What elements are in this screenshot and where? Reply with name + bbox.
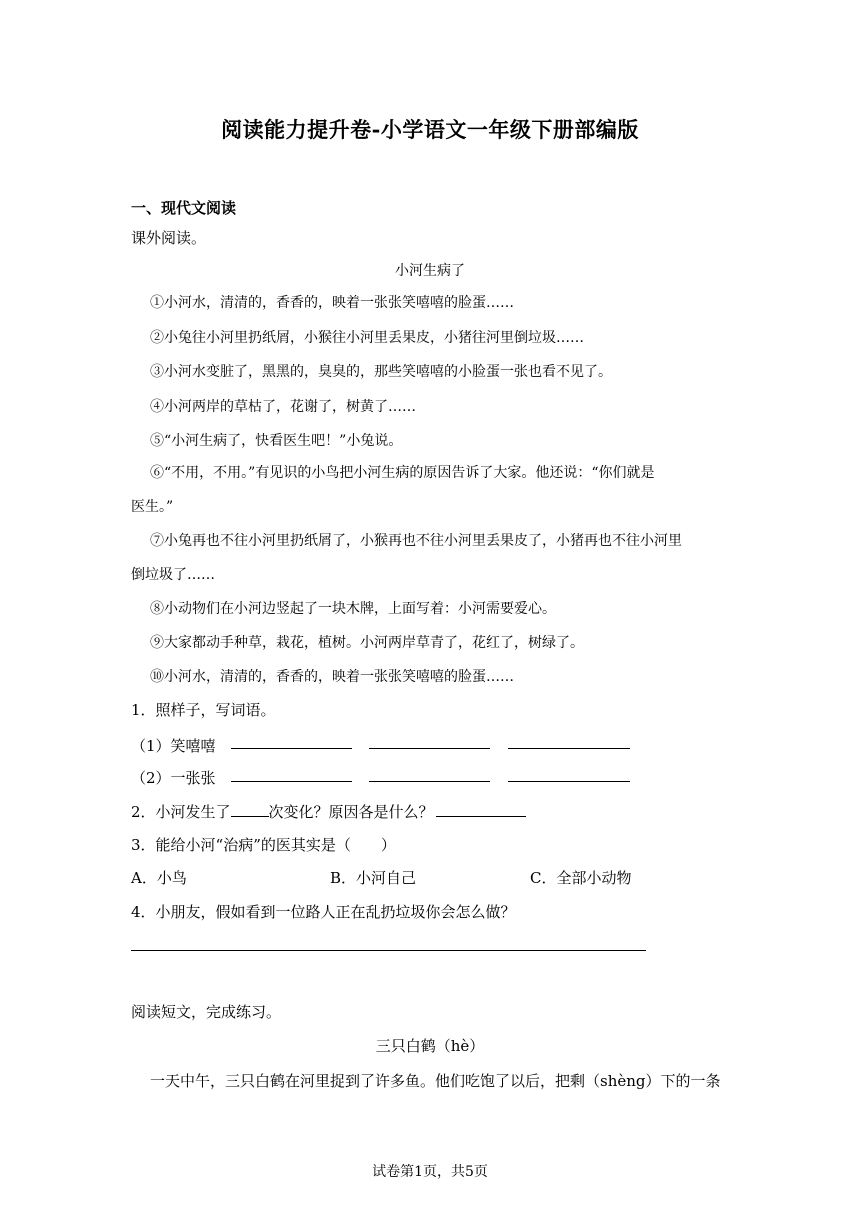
paragraph-6: ⑥“不用，不用。”有见识的小鸟把小河生病的原因告诉了大家。他还说：“你们就是 <box>150 465 655 481</box>
page-footer: 试卷第1页，共5页 <box>372 1164 488 1180</box>
question-2-part-b: 次变化？原因各是什么？ <box>268 803 434 821</box>
option-a[interactable]: A．小鸟 <box>131 869 187 887</box>
paragraph-7: ⑦小兔再也不往小河里扔纸屑了，小猴再也不往小河里丢果皮了，小猪再也不往小河里 <box>150 533 682 549</box>
paragraph-1: ①小河水，清清的，香香的，映着一张张笑嘻嘻的脸蛋…… <box>150 295 514 311</box>
question-1-1-label: （1）笑嘻嘻 <box>131 737 216 755</box>
answer-blank[interactable] <box>231 748 352 749</box>
instruction: 课外阅读。 <box>131 229 207 247</box>
paragraph-2-1: 一天中午，三只白鹤在河里捉到了许多鱼。他们吃饱了以后，把剩（shèng）下的一条 <box>150 1072 721 1090</box>
paragraph-4: ④小河两岸的草枯了，花谢了，树黄了…… <box>150 399 416 415</box>
section-heading: 一、现代文阅读 <box>131 199 237 217</box>
question-1-2-label: （2）一张张 <box>131 769 216 787</box>
question-4: 4．小朋友，假如看到一位路人正在乱扔垃圾你会怎么做？ <box>131 903 516 921</box>
option-c[interactable]: C．全部小动物 <box>530 869 632 887</box>
option-b[interactable]: B．小河自己 <box>330 869 417 887</box>
answer-blank[interactable] <box>508 748 630 749</box>
instruction-2: 阅读短文，完成练习。 <box>131 1003 282 1021</box>
paragraph-10: ⑩小河水，清清的，香香的，映着一张张笑嘻嘻的脸蛋…… <box>150 669 514 685</box>
question-2 <box>131 801 526 822</box>
answer-blank[interactable] <box>369 748 490 749</box>
question-2-part-a: 2．小河发生了 <box>131 803 231 821</box>
story-title: 小河生病了 <box>395 263 465 279</box>
paragraph-9: ⑨大家都动手种草，栽花，植树。小河两岸草青了，花红了，树绿了。 <box>150 635 584 651</box>
paragraph-5: ⑤“小河生病了，快看医生吧！”小兔说。 <box>150 433 403 449</box>
question-3: 3．能给小河“治病”的医其实是（ ） <box>131 836 396 854</box>
paragraph-7-continued: 倒垃圾了…… <box>131 567 215 583</box>
paragraph-2: ②小兔往小河里扔纸屑，小猴往小河里丢果皮，小猪往河里倒垃圾…… <box>150 330 584 346</box>
answer-blank[interactable] <box>508 781 630 782</box>
question-1: 1．照样子，写词语。 <box>131 701 276 719</box>
paragraph-8: ⑧小动物们在小河边竖起了一块木牌，上面写着：小河需要爱心。 <box>150 601 556 617</box>
answer-blank[interactable] <box>231 802 269 817</box>
answer-line[interactable] <box>131 950 646 951</box>
paragraph-6-continued: 医生。” <box>131 499 174 515</box>
paragraph-3: ③小河水变脏了，黑黑的，臭臭的，那些笑嘻嘻的小脸蛋一张也看不见了。 <box>150 364 612 380</box>
story-title-2: 三只白鹤（hè） <box>375 1037 485 1055</box>
answer-blank[interactable] <box>369 781 490 782</box>
answer-blank[interactable] <box>436 802 526 817</box>
answer-blank[interactable] <box>231 781 352 782</box>
page-title: 阅读能力提升卷-小学语文一年级下册部编版 <box>221 117 639 142</box>
